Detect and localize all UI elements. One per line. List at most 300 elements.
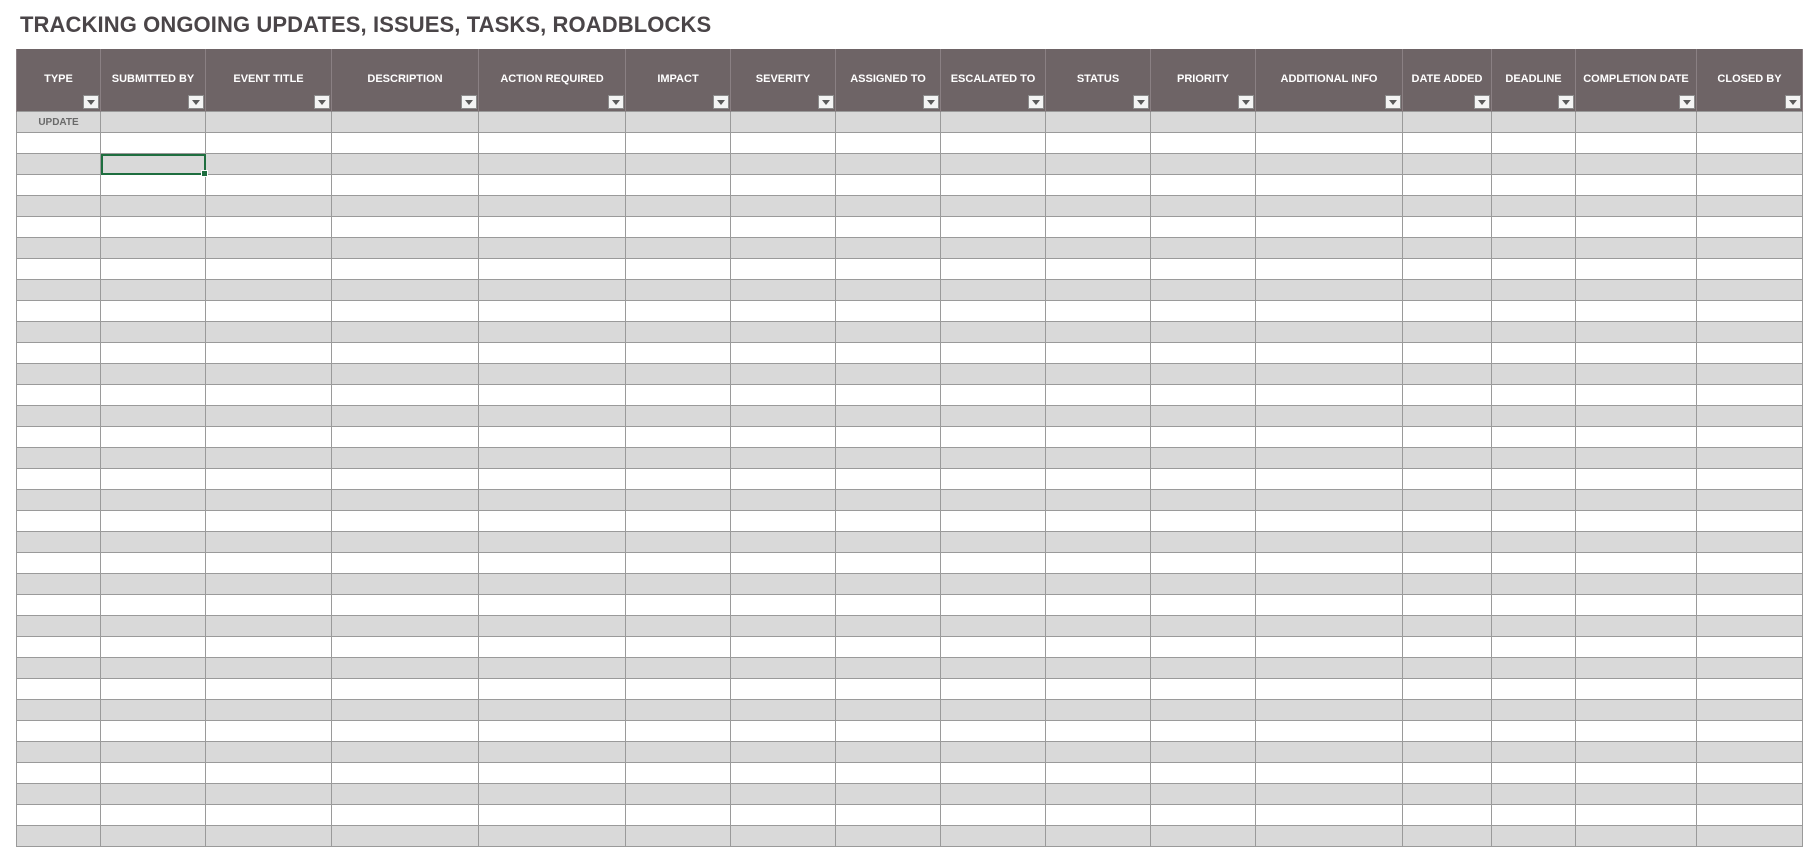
table-cell[interactable] [1151, 637, 1256, 658]
table-cell[interactable] [941, 721, 1046, 742]
table-cell[interactable] [17, 448, 101, 469]
table-cell[interactable] [1403, 112, 1492, 133]
table-cell[interactable] [1151, 658, 1256, 679]
table-cell[interactable] [101, 112, 206, 133]
table-cell[interactable] [941, 490, 1046, 511]
table-cell[interactable] [731, 322, 836, 343]
table-cell[interactable] [731, 637, 836, 658]
table-cell[interactable] [479, 301, 626, 322]
column-header-description[interactable] [332, 49, 479, 112]
table-cell[interactable] [1492, 763, 1576, 784]
table-cell[interactable] [1576, 154, 1697, 175]
table-cell[interactable] [1492, 217, 1576, 238]
table-cell[interactable] [1151, 196, 1256, 217]
table-cell[interactable] [479, 280, 626, 301]
table-cell[interactable] [332, 637, 479, 658]
table-cell[interactable] [332, 133, 479, 154]
table-cell[interactable] [941, 742, 1046, 763]
table-cell[interactable] [17, 175, 101, 196]
table-cell[interactable] [206, 721, 332, 742]
table-cell[interactable] [206, 637, 332, 658]
table-cell[interactable] [332, 343, 479, 364]
table-cell[interactable] [731, 721, 836, 742]
table-cell[interactable] [836, 784, 941, 805]
table-cell[interactable] [1256, 700, 1403, 721]
filter-dropdown-icon[interactable] [923, 95, 939, 109]
filter-dropdown-icon[interactable] [1385, 95, 1401, 109]
table-cell[interactable] [101, 679, 206, 700]
table-cell[interactable] [1697, 595, 1803, 616]
table-cell[interactable] [101, 385, 206, 406]
table-cell[interactable] [479, 385, 626, 406]
table-cell[interactable] [941, 196, 1046, 217]
filter-dropdown-icon[interactable] [1785, 95, 1801, 109]
table-cell[interactable] [1697, 721, 1803, 742]
column-header-completion-date[interactable] [1576, 49, 1697, 112]
table-cell[interactable] [1697, 343, 1803, 364]
table-cell[interactable] [101, 511, 206, 532]
table-cell[interactable] [17, 679, 101, 700]
table-cell[interactable] [941, 616, 1046, 637]
table-cell[interactable] [1697, 259, 1803, 280]
table-cell[interactable] [626, 574, 731, 595]
table-cell[interactable] [101, 427, 206, 448]
table-cell[interactable] [941, 469, 1046, 490]
table-cell[interactable] [1697, 637, 1803, 658]
table-cell[interactable] [941, 175, 1046, 196]
table-cell[interactable] [479, 532, 626, 553]
table-cell[interactable] [206, 511, 332, 532]
table-cell[interactable] [836, 658, 941, 679]
table-cell[interactable] [1151, 553, 1256, 574]
table-cell[interactable] [1256, 490, 1403, 511]
table-cell[interactable] [17, 259, 101, 280]
filter-dropdown-icon[interactable] [1679, 95, 1695, 109]
table-cell[interactable] [1576, 112, 1697, 133]
table-cell[interactable] [479, 259, 626, 280]
table-cell[interactable] [206, 175, 332, 196]
table-cell[interactable] [1697, 364, 1803, 385]
table-cell[interactable] [836, 595, 941, 616]
table-cell[interactable] [1256, 805, 1403, 826]
table-cell[interactable] [1256, 784, 1403, 805]
table-cell[interactable] [17, 301, 101, 322]
table-cell[interactable] [101, 280, 206, 301]
table-cell[interactable] [101, 721, 206, 742]
table-cell[interactable] [1403, 805, 1492, 826]
table-cell[interactable] [1151, 763, 1256, 784]
table-cell[interactable] [332, 469, 479, 490]
table-cell[interactable] [17, 133, 101, 154]
table-cell[interactable] [941, 154, 1046, 175]
table-cell[interactable] [1576, 217, 1697, 238]
table-cell[interactable] [17, 553, 101, 574]
table-cell[interactable] [332, 679, 479, 700]
table-cell[interactable] [1576, 763, 1697, 784]
table-cell[interactable] [1576, 658, 1697, 679]
table-cell[interactable] [1151, 448, 1256, 469]
table-cell[interactable] [101, 532, 206, 553]
table-cell[interactable] [332, 700, 479, 721]
table-cell[interactable] [1151, 742, 1256, 763]
table-cell[interactable] [1576, 532, 1697, 553]
table-cell[interactable] [1492, 805, 1576, 826]
table-cell[interactable] [941, 238, 1046, 259]
table-cell[interactable] [1697, 574, 1803, 595]
table-cell[interactable] [1403, 469, 1492, 490]
table-cell[interactable] [731, 763, 836, 784]
table-cell[interactable] [1151, 238, 1256, 259]
table-cell[interactable] [626, 490, 731, 511]
table-cell[interactable] [17, 595, 101, 616]
table-cell[interactable] [1697, 700, 1803, 721]
table-cell[interactable] [1046, 721, 1151, 742]
table-cell[interactable] [836, 280, 941, 301]
table-cell[interactable] [17, 511, 101, 532]
table-cell[interactable] [1403, 553, 1492, 574]
table-cell[interactable] [941, 112, 1046, 133]
table-cell[interactable] [101, 469, 206, 490]
table-cell[interactable] [332, 238, 479, 259]
table-cell[interactable] [1403, 679, 1492, 700]
table-cell[interactable] [731, 511, 836, 532]
table-cell[interactable] [836, 616, 941, 637]
table-cell[interactable] [1256, 679, 1403, 700]
table-cell[interactable] [1403, 532, 1492, 553]
table-cell[interactable] [17, 490, 101, 511]
table-cell[interactable] [479, 217, 626, 238]
table-cell[interactable] [1256, 259, 1403, 280]
table-cell[interactable] [626, 301, 731, 322]
table-cell[interactable] [1576, 784, 1697, 805]
table-cell[interactable] [1403, 763, 1492, 784]
table-cell[interactable] [941, 385, 1046, 406]
table-cell[interactable] [626, 805, 731, 826]
table-cell[interactable] [1256, 175, 1403, 196]
table-cell[interactable] [1151, 154, 1256, 175]
table-cell[interactable] [1256, 343, 1403, 364]
table-cell[interactable] [101, 448, 206, 469]
table-cell[interactable] [836, 385, 941, 406]
table-cell[interactable] [479, 595, 626, 616]
table-cell[interactable] [731, 406, 836, 427]
table-cell[interactable] [479, 721, 626, 742]
table-cell[interactable] [1576, 343, 1697, 364]
table-cell[interactable] [1576, 322, 1697, 343]
table-cell[interactable] [332, 154, 479, 175]
table-cell[interactable] [1046, 658, 1151, 679]
table-cell[interactable] [1576, 805, 1697, 826]
table-cell[interactable] [101, 595, 206, 616]
table-cell[interactable] [1492, 406, 1576, 427]
table-cell[interactable] [1046, 574, 1151, 595]
table-cell[interactable] [17, 658, 101, 679]
column-header-date-added[interactable] [1403, 49, 1492, 112]
table-cell[interactable] [1046, 343, 1151, 364]
table-cell[interactable] [479, 112, 626, 133]
table-cell[interactable] [1403, 406, 1492, 427]
table-cell[interactable] [1403, 511, 1492, 532]
table-cell[interactable] [1256, 742, 1403, 763]
table-cell[interactable] [1256, 364, 1403, 385]
table-cell[interactable] [1697, 805, 1803, 826]
table-cell[interactable] [332, 721, 479, 742]
table-cell[interactable] [941, 826, 1046, 847]
table-cell[interactable] [1492, 112, 1576, 133]
table-cell[interactable] [731, 553, 836, 574]
table-cell[interactable] [101, 343, 206, 364]
table-cell[interactable] [17, 742, 101, 763]
table-cell[interactable] [836, 742, 941, 763]
table-cell[interactable] [17, 280, 101, 301]
table-cell[interactable] [1046, 742, 1151, 763]
table-cell[interactable] [626, 784, 731, 805]
table-cell[interactable] [1046, 805, 1151, 826]
table-cell[interactable] [332, 532, 479, 553]
table-cell[interactable] [1403, 595, 1492, 616]
table-cell[interactable] [941, 364, 1046, 385]
table-cell[interactable] [836, 511, 941, 532]
table-cell[interactable] [479, 322, 626, 343]
table-cell[interactable] [1492, 322, 1576, 343]
table-cell[interactable] [731, 574, 836, 595]
table-cell[interactable] [206, 133, 332, 154]
table-cell[interactable] [479, 343, 626, 364]
table-cell[interactable] [479, 448, 626, 469]
table-cell[interactable] [1576, 364, 1697, 385]
table-cell[interactable] [1403, 322, 1492, 343]
table-cell[interactable] [1403, 700, 1492, 721]
table-cell[interactable] [1697, 742, 1803, 763]
table-cell[interactable] [836, 637, 941, 658]
table-cell[interactable] [941, 658, 1046, 679]
table-cell[interactable] [1256, 217, 1403, 238]
table-cell[interactable] [1403, 154, 1492, 175]
table-cell[interactable] [332, 658, 479, 679]
table-cell[interactable] [1492, 553, 1576, 574]
table-cell[interactable] [1492, 133, 1576, 154]
table-cell[interactable] [1697, 406, 1803, 427]
table-cell[interactable] [1046, 784, 1151, 805]
table-cell[interactable] [1403, 427, 1492, 448]
table-cell[interactable] [731, 343, 836, 364]
table-cell[interactable] [1576, 826, 1697, 847]
table-cell[interactable] [731, 259, 836, 280]
table-cell[interactable] [626, 700, 731, 721]
table-cell[interactable] [1576, 133, 1697, 154]
table-cell[interactable] [101, 406, 206, 427]
table-cell[interactable] [941, 301, 1046, 322]
table-cell[interactable] [941, 280, 1046, 301]
table-cell[interactable] [1151, 532, 1256, 553]
table-cell[interactable] [731, 826, 836, 847]
table-cell[interactable] [1697, 238, 1803, 259]
table-cell[interactable] [731, 196, 836, 217]
table-cell[interactable] [1492, 196, 1576, 217]
table-cell[interactable] [101, 490, 206, 511]
table-cell[interactable] [941, 700, 1046, 721]
table-cell[interactable] [479, 574, 626, 595]
table-cell[interactable] [1046, 259, 1151, 280]
table-cell[interactable] [332, 511, 479, 532]
table-cell[interactable] [1403, 175, 1492, 196]
table-cell[interactable] [1046, 826, 1151, 847]
table-cell[interactable] [206, 595, 332, 616]
table-cell[interactable] [836, 154, 941, 175]
table-cell[interactable] [1046, 133, 1151, 154]
table-cell[interactable] [206, 280, 332, 301]
table-cell[interactable] [836, 700, 941, 721]
table-cell[interactable] [836, 532, 941, 553]
table-cell[interactable] [17, 385, 101, 406]
table-cell[interactable] [626, 175, 731, 196]
table-cell[interactable] [626, 721, 731, 742]
table-cell[interactable] [479, 700, 626, 721]
table-cell[interactable] [1256, 532, 1403, 553]
table-cell[interactable] [206, 196, 332, 217]
table-cell[interactable] [836, 574, 941, 595]
table-cell[interactable] [1151, 805, 1256, 826]
table-cell[interactable] [1697, 280, 1803, 301]
table-cell[interactable] [1492, 238, 1576, 259]
table-cell[interactable] [101, 805, 206, 826]
table-cell[interactable] [206, 238, 332, 259]
table-cell[interactable] [626, 112, 731, 133]
table-cell[interactable] [626, 469, 731, 490]
table-cell[interactable] [17, 427, 101, 448]
table-cell[interactable] [332, 574, 479, 595]
table-cell[interactable] [101, 238, 206, 259]
table-cell[interactable] [1151, 427, 1256, 448]
table-cell[interactable] [332, 427, 479, 448]
table-cell[interactable] [17, 343, 101, 364]
table-cell[interactable] [479, 238, 626, 259]
table-cell[interactable] [731, 679, 836, 700]
table-cell[interactable] [1403, 133, 1492, 154]
table-cell[interactable] [17, 574, 101, 595]
table-cell[interactable] [1151, 112, 1256, 133]
column-header-submitted-by[interactable] [101, 49, 206, 112]
table-cell[interactable] [731, 175, 836, 196]
table-cell[interactable] [206, 259, 332, 280]
filter-dropdown-icon[interactable] [608, 95, 624, 109]
table-cell[interactable] [731, 742, 836, 763]
table-cell[interactable] [206, 574, 332, 595]
table-cell[interactable] [1151, 721, 1256, 742]
table-cell[interactable] [1697, 301, 1803, 322]
table-cell[interactable] [17, 322, 101, 343]
column-header-priority[interactable] [1151, 49, 1256, 112]
table-cell[interactable] [1576, 469, 1697, 490]
table-cell[interactable] [479, 553, 626, 574]
table-cell[interactable] [1256, 595, 1403, 616]
table-cell[interactable] [1046, 280, 1151, 301]
table-cell[interactable] [1403, 826, 1492, 847]
table-cell[interactable] [17, 217, 101, 238]
table-cell[interactable] [1697, 490, 1803, 511]
table-cell[interactable] [17, 826, 101, 847]
table-cell[interactable] [1151, 322, 1256, 343]
table-cell[interactable] [17, 154, 101, 175]
table-cell[interactable] [1403, 616, 1492, 637]
table-cell[interactable] [479, 784, 626, 805]
table-cell[interactable] [1046, 763, 1151, 784]
table-cell[interactable] [206, 406, 332, 427]
table-cell[interactable] [731, 301, 836, 322]
table-cell[interactable] [332, 805, 479, 826]
table-cell[interactable] [1697, 427, 1803, 448]
table-cell[interactable] [941, 322, 1046, 343]
table-cell[interactable] [1151, 364, 1256, 385]
table-cell[interactable] [836, 679, 941, 700]
table-cell[interactable] [941, 574, 1046, 595]
table-cell[interactable] [479, 616, 626, 637]
column-header-type[interactable] [17, 49, 101, 112]
table-cell[interactable] [1046, 427, 1151, 448]
table-cell[interactable] [941, 217, 1046, 238]
table-cell[interactable] [1492, 280, 1576, 301]
column-header-event-title[interactable] [206, 49, 332, 112]
table-cell[interactable] [101, 763, 206, 784]
table-cell[interactable] [1697, 385, 1803, 406]
table-cell[interactable] [836, 805, 941, 826]
table-cell[interactable] [332, 322, 479, 343]
table-cell[interactable] [1256, 280, 1403, 301]
table-cell[interactable] [626, 133, 731, 154]
table-cell[interactable] [1046, 679, 1151, 700]
table-cell[interactable] [17, 721, 101, 742]
table-cell[interactable] [626, 217, 731, 238]
table-cell[interactable] [626, 742, 731, 763]
selected-cell[interactable] [101, 154, 206, 175]
table-cell[interactable] [1046, 154, 1151, 175]
table-cell[interactable] [332, 490, 479, 511]
table-cell[interactable] [1046, 175, 1151, 196]
table-cell[interactable] [626, 448, 731, 469]
table-cell[interactable] [479, 679, 626, 700]
table-cell[interactable] [101, 364, 206, 385]
table-cell[interactable] [1576, 553, 1697, 574]
table-cell[interactable] [1576, 385, 1697, 406]
table-cell[interactable] [1697, 679, 1803, 700]
table-cell[interactable] [1697, 154, 1803, 175]
table-cell[interactable] [332, 742, 479, 763]
table-cell[interactable] [1576, 700, 1697, 721]
table-cell[interactable] [1403, 259, 1492, 280]
table-cell[interactable] [941, 532, 1046, 553]
table-cell[interactable] [836, 322, 941, 343]
table-cell[interactable] [1576, 427, 1697, 448]
table-cell[interactable] [1256, 301, 1403, 322]
table-cell[interactable] [1256, 238, 1403, 259]
table-cell[interactable] [17, 805, 101, 826]
table-cell[interactable] [1576, 238, 1697, 259]
table-cell[interactable] [1697, 217, 1803, 238]
table-cell[interactable] [332, 595, 479, 616]
table-cell[interactable] [1256, 658, 1403, 679]
table-cell[interactable] [1576, 175, 1697, 196]
table-cell[interactable] [1492, 742, 1576, 763]
table-cell[interactable] [1492, 616, 1576, 637]
table-cell[interactable] [1576, 259, 1697, 280]
table-cell[interactable] [731, 364, 836, 385]
table-cell[interactable] [479, 364, 626, 385]
table-cell[interactable] [206, 616, 332, 637]
table-cell[interactable] [1697, 448, 1803, 469]
table-cell[interactable] [1046, 196, 1151, 217]
table-cell[interactable] [1403, 574, 1492, 595]
table-cell[interactable] [1256, 448, 1403, 469]
